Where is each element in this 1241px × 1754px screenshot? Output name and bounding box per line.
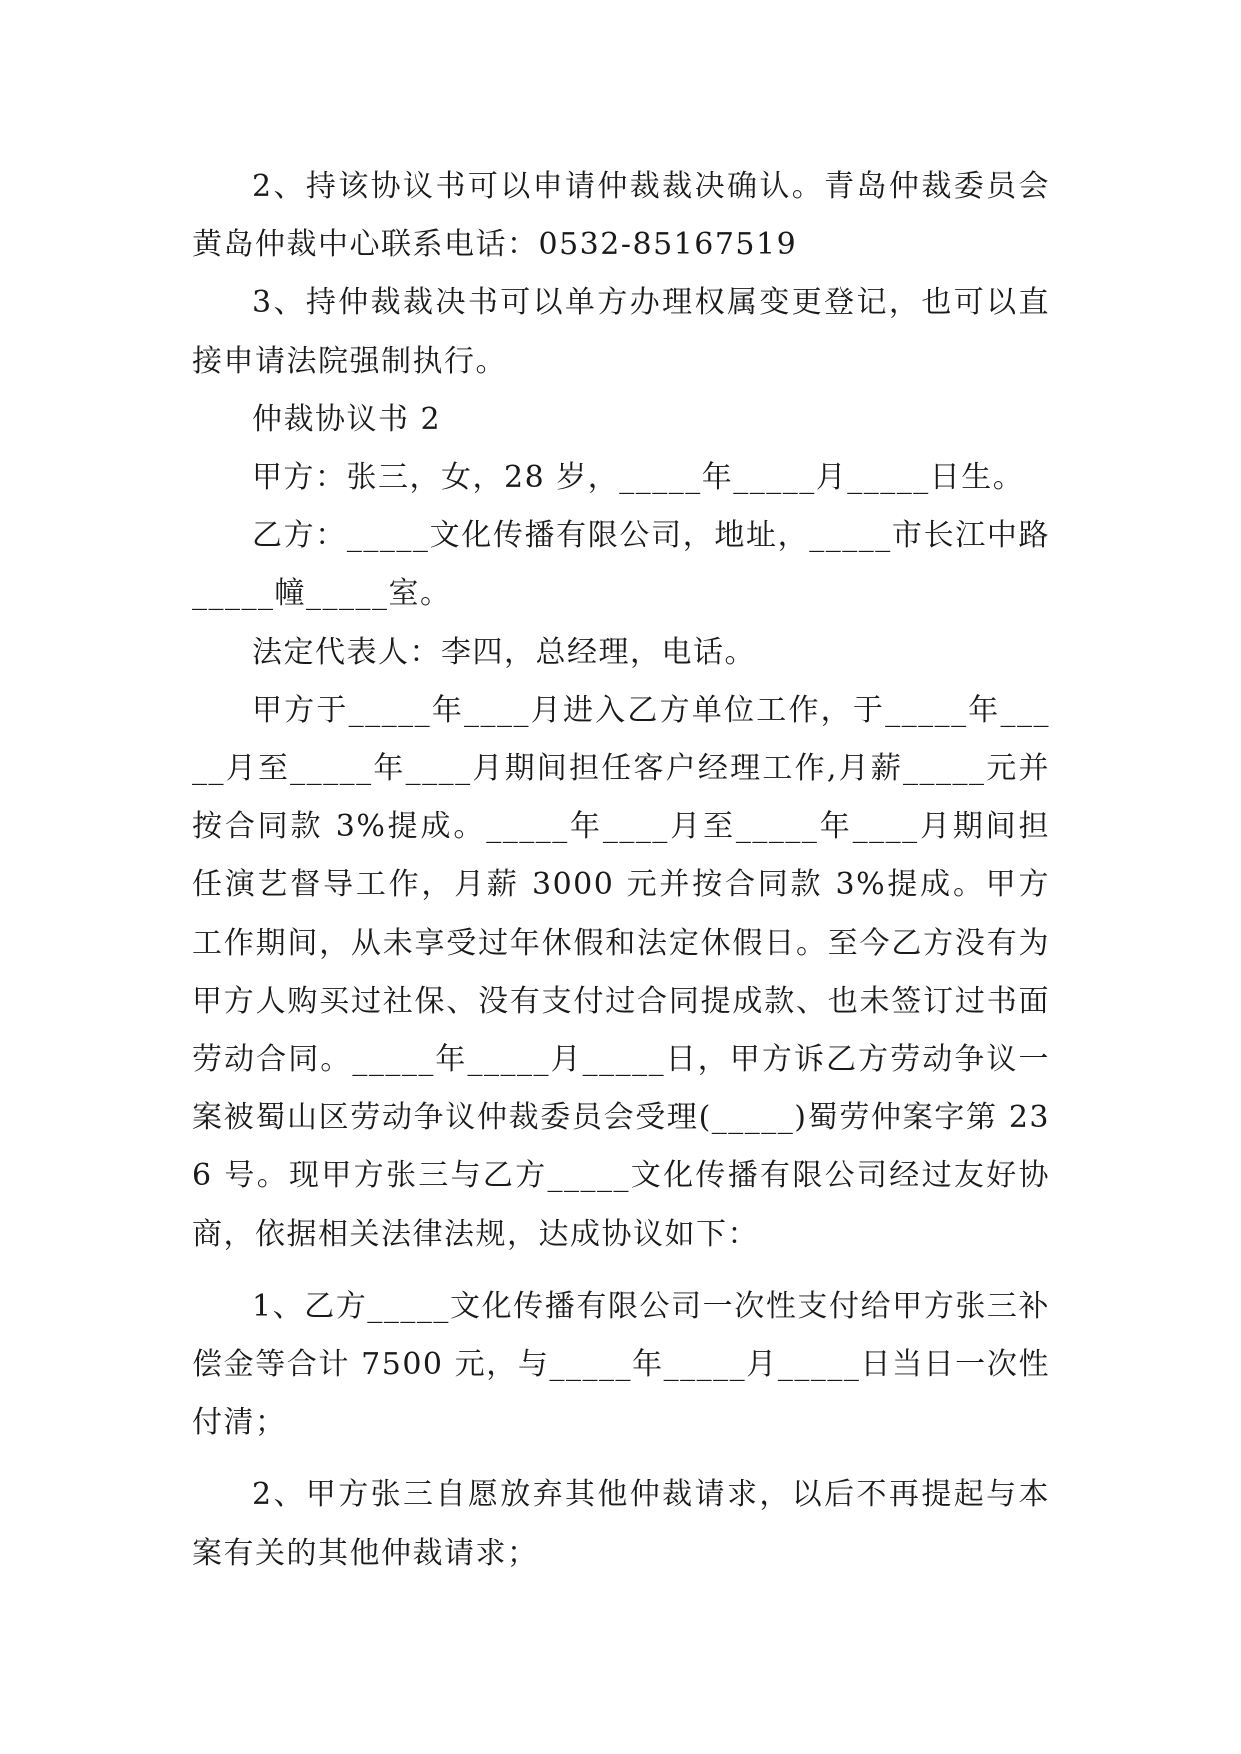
clause-1-payment: 1、乙方_____文化传播有限公司一次性支付给甲方张三补偿金等合计 7500 元，与_____年_____月_____日当日一次性付清； [192,1288,1050,1441]
clause-2-waiver: 2、甲方张三自愿放弃其他仲裁请求，以后不再提起与本案有关的其他仲裁请求； [192,1477,1050,1571]
legal-representative: 法定代表人：李四，总经理，电话。 [252,634,756,670]
party-b-info: 乙方：_____文化传播有限公司，地址，_____市长江中路_____幢_____室。 [192,518,1050,612]
document-body [192,158,1050,1583]
party-a-info: 甲方：张三，女，28 岁，_____年_____月_____日生。 [252,460,1025,496]
paragraph-ownership-change: 3、持仲裁裁决书可以单方办理权属变更登记，也可以直接申请法院强制执行。 [192,285,1050,379]
paragraph-arbitration-confirmation: 2、持该协议书可以申请仲裁裁决确认。青岛仲裁委员会黄岛仲裁中心联系电话：0532-85167519 [192,169,1050,263]
paragraph-case-facts: 甲方于_____年____月进入乙方单位工作，于_____年_____月至_____年____月期间担任客户经理工作,月薪_____元并按合同款 3%提成。_____年____月至_____年____月期间担任演艺督导工作，月薪 3000 元并按合同款 3%提成。甲方工作期间，从未享受过年休假和法定休假日。至今乙方没有为甲方人购买过社保、没有支付过合同提成款、也未签订过书面劳动合同。_____年_____月_____日，甲方诉乙方劳动争议一案被蜀山区劳动争议仲裁委员会受理(_____)蜀劳仲案字第 236 号。现甲方张三与乙方_____文化传播有限公司经过友好协商，依据相关法律法规，达成协议如下： [192,692,1050,1252]
document-title: 仲裁协议书 2 [252,401,442,437]
